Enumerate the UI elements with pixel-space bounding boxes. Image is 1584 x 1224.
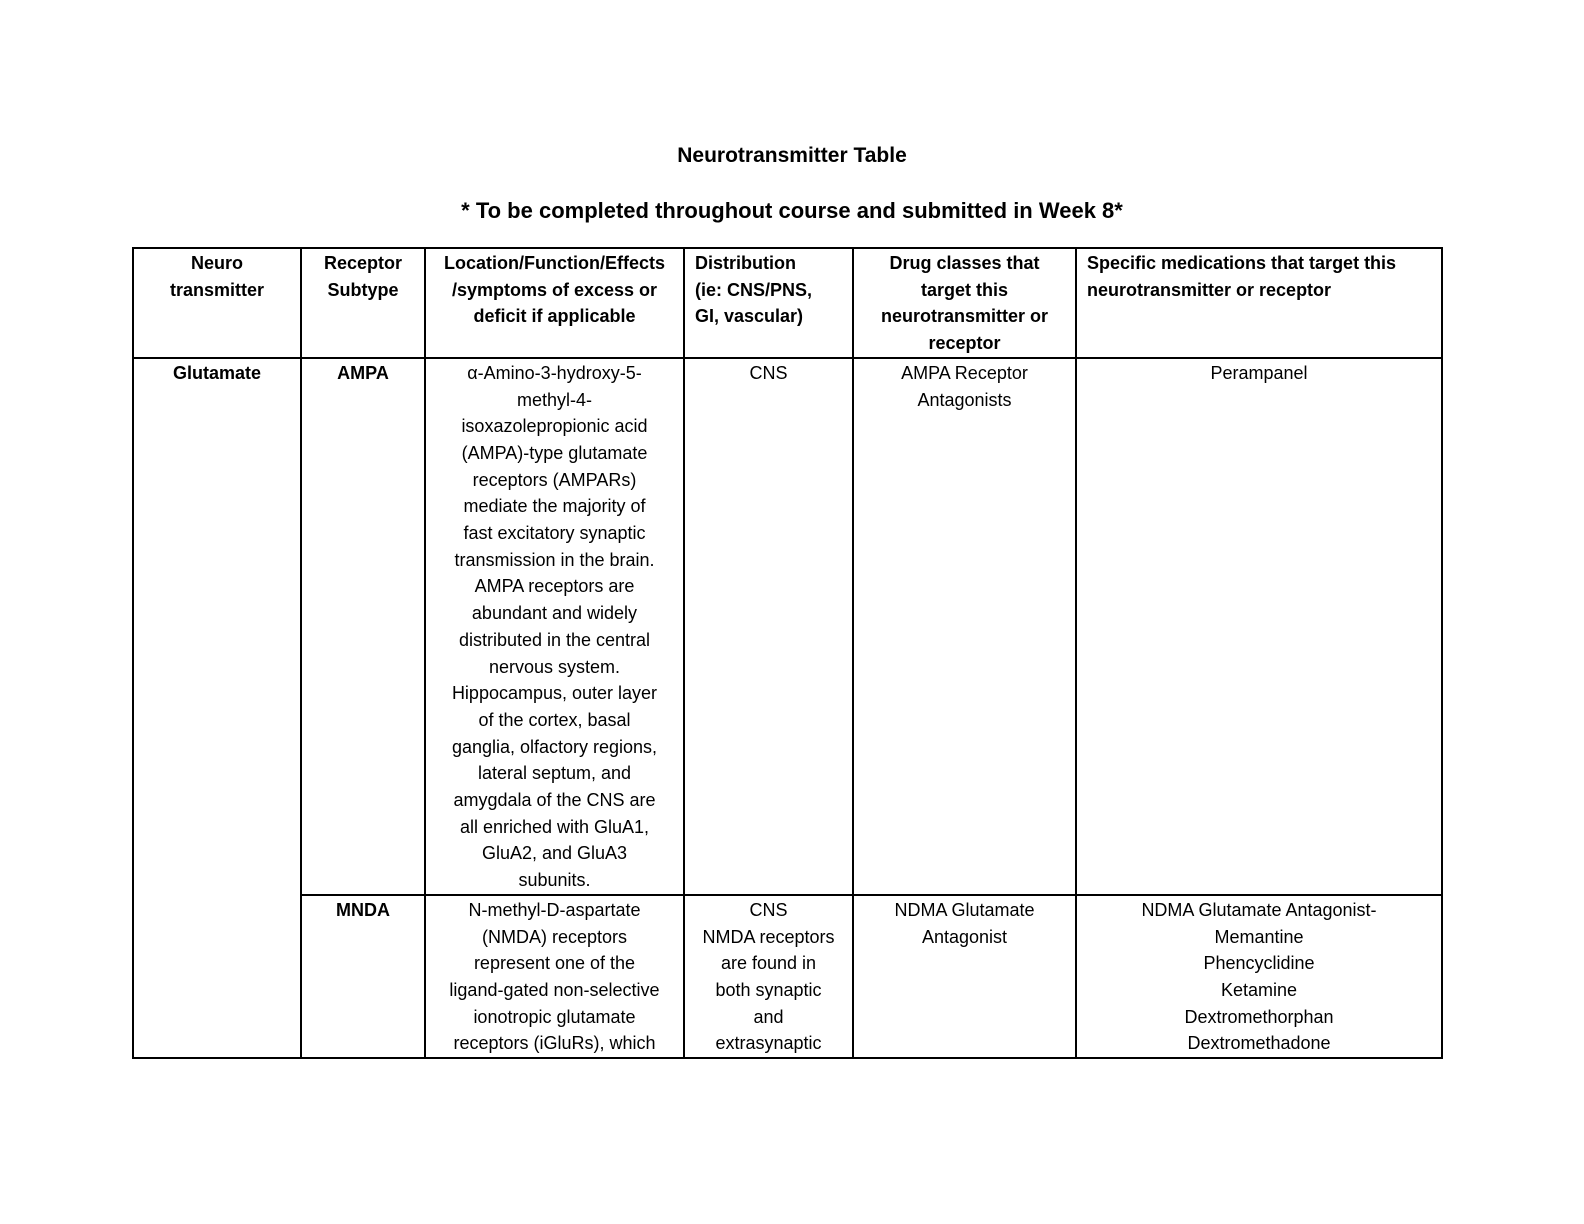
header-receptor-subtype: Receptor Subtype xyxy=(301,248,425,358)
header-drug-classes: Drug classes that target this neurotransmitter or receptor xyxy=(853,248,1076,358)
document-title: Neurotransmitter Table xyxy=(677,144,907,167)
header-location-function: Location/Function/Effects /symptoms of excess or deficit if applicable xyxy=(425,248,684,358)
cell-medications: Perampanel xyxy=(1076,358,1442,895)
table-row xyxy=(133,358,1442,895)
cell-neurotransmitter: Glutamate xyxy=(133,358,301,1058)
header-specific-medications: Specific medications that target this neurotransmitter or receptor xyxy=(1076,248,1442,358)
cell-location-function: N-methyl-D-aspartate (NMDA) receptors represent one of the ligand-gated non-selective ionotropic glutamate receptors (iGluRs), which xyxy=(425,895,684,1058)
table-header-row xyxy=(133,248,1442,358)
cell-drug-classes: NDMA Glutamate Antagonist xyxy=(853,895,1076,1058)
document-subtitle: * To be completed throughout course and submitted in Week 8* xyxy=(461,198,1123,223)
header-neurotransmitter: Neuro transmitter xyxy=(133,248,301,358)
cell-drug-classes: AMPA Receptor Antagonists xyxy=(853,358,1076,895)
cell-distribution: CNS xyxy=(684,358,853,895)
cell-medications: NDMA Glutamate Antagonist- Memantine Phencyclidine Ketamine Dextromethorphan Dextromethadone xyxy=(1076,895,1442,1058)
header-distribution: Distribution (ie: CNS/PNS, GI, vascular) xyxy=(684,248,853,358)
neurotransmitter-table xyxy=(132,247,1443,1059)
cell-distribution: CNS NMDA receptors are found in both synaptic and extrasynaptic xyxy=(684,895,853,1058)
cell-location-function: α-Amino-3-hydroxy-5- methyl-4- isoxazolepropionic acid (AMPA)-type glutamate receptors (AMPARs) mediate the majority of fast excitatory synaptic transmission in the brain. AMPA receptors are abundant and widely distributed in the central nervous system. Hippocampus, outer layer of the cortex, basal ganglia, olfactory regions, lateral septum, and amygdala of the CNS are all enriched with GluA1, GluA2, and GluA3 subunits. xyxy=(425,358,684,895)
table-row xyxy=(133,895,1442,1058)
cell-receptor-subtype: MNDA xyxy=(301,895,425,1058)
cell-receptor-subtype: AMPA xyxy=(301,358,425,895)
